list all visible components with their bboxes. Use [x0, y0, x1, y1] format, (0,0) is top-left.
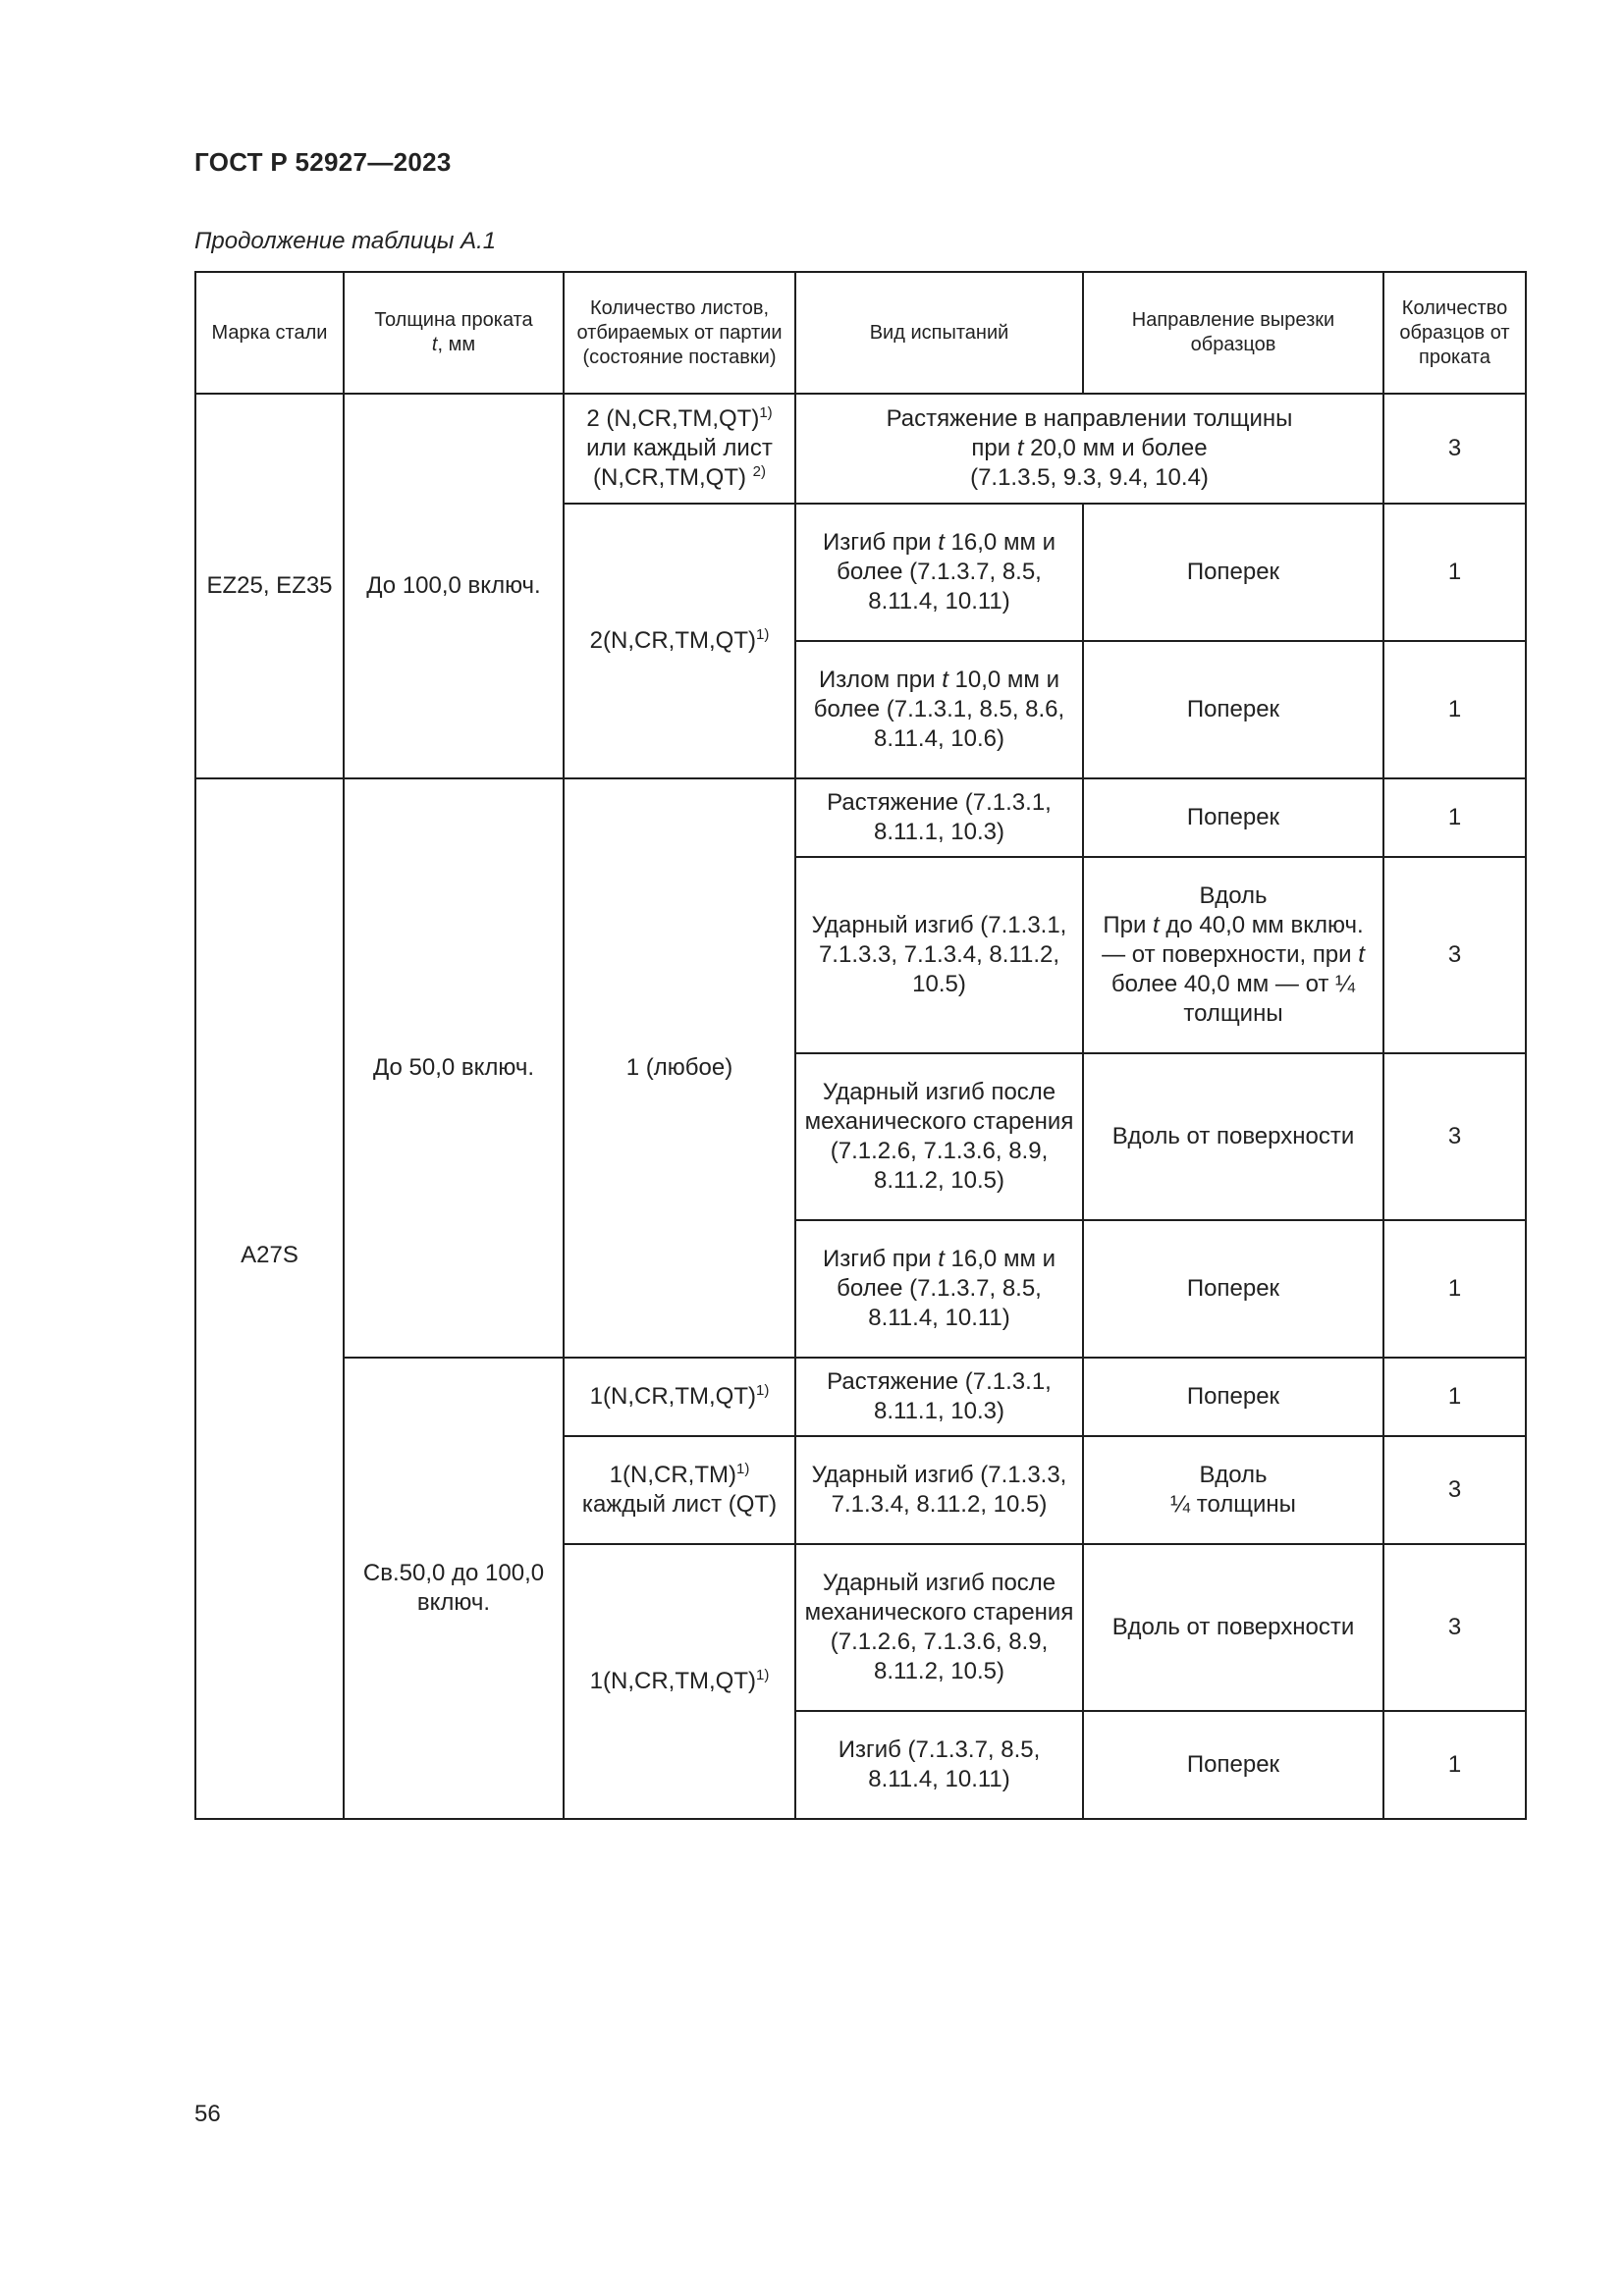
- direction-cell: Поперек: [1083, 1358, 1383, 1436]
- count-cell: 3: [1383, 857, 1526, 1053]
- table-caption: Продолжение таблицы А.1: [194, 228, 497, 254]
- test-cell: Ударный изгиб (7.1.3.3, 7.1.3.4, 8.11.2, 10.5): [795, 1436, 1083, 1544]
- sheets-cell: $1(N,CR,TM)^{1)}$ каждый лист (QT): [564, 1436, 795, 1544]
- count-cell: 3: [1383, 1544, 1526, 1711]
- direction-cell: Поперек: [1083, 641, 1383, 778]
- page-number: 56: [194, 2101, 221, 2127]
- test-cell: Изгиб (7.1.3.7, 8.5, 8.11.4, 10.11): [795, 1711, 1083, 1819]
- direction-cell: Поперек: [1083, 778, 1383, 857]
- col-header-test: Вид испытаний: [795, 272, 1083, 394]
- grade-cell: A27S: [195, 778, 344, 1819]
- direction-cell: Поперек: [1083, 504, 1383, 641]
- table-row: [195, 394, 1526, 504]
- table-row: [195, 1358, 1526, 1436]
- count-cell: 1: [1383, 778, 1526, 857]
- direction-cell: Вдоль При t до 40,0 мм включ. — от поверхности, при t более 40,0 мм — от ¼ толщины: [1083, 857, 1383, 1053]
- count-cell: 1: [1383, 1711, 1526, 1819]
- count-cell: 3: [1383, 1053, 1526, 1220]
- test-cell: Ударный изгиб после механического старения (7.1.2.6, 7.1.3.6, 8.9, 8.11.2, 10.5): [795, 1544, 1083, 1711]
- thickness-cell: До 100,0 включ.: [344, 394, 564, 778]
- sheets-cell: $2(N,CR,TM,QT)^{1)}$: [564, 504, 795, 778]
- col-header-count: Количество образцов от проката: [1383, 272, 1526, 394]
- sheets-cell: $1(N,CR,TM,QT)^{1)}$: [564, 1544, 795, 1819]
- direction-cell: Вдоль ¼ толщины: [1083, 1436, 1383, 1544]
- direction-cell: Вдоль от поверхности: [1083, 1053, 1383, 1220]
- document-code: ГОСТ Р 52927—2023: [194, 147, 452, 177]
- col-header-sheets: Количество листов, отбираемых от партии (состояние поставки): [564, 272, 795, 394]
- test-cell: Изгиб при t 16,0 мм и более (7.1.3.7, 8.5, 8.11.4, 10.11): [795, 1220, 1083, 1358]
- col-header-grade: Марка стали: [195, 272, 344, 394]
- sheets-cell: 1 (любое): [564, 778, 795, 1358]
- test-cell: Ударный изгиб после механического старения (7.1.2.6, 7.1.3.6, 8.9, 8.11.2, 10.5): [795, 1053, 1083, 1220]
- test-table: [194, 271, 1527, 1820]
- count-cell: 1: [1383, 1358, 1526, 1436]
- thickness-cell: Св.50,0 до 100,0 включ.: [344, 1358, 564, 1819]
- col-header-direction: Направление вырезки образцов: [1083, 272, 1383, 394]
- test-cell: Изгиб при t 16,0 мм и более (7.1.3.7, 8.5, 8.11.4, 10.11): [795, 504, 1083, 641]
- count-cell: 3: [1383, 394, 1526, 504]
- test-cell: Растяжение (7.1.3.1, 8.11.1, 10.3): [795, 1358, 1083, 1436]
- table-row: [195, 778, 1526, 857]
- test-cell: Ударный изгиб (7.1.3.1, 7.1.3.3, 7.1.3.4, 8.11.2, 10.5): [795, 857, 1083, 1053]
- table-header-row: [195, 272, 1526, 394]
- direction-cell: Поперек: [1083, 1220, 1383, 1358]
- test-cell: Излом при t 10,0 мм и более (7.1.3.1, 8.5, 8.6, 8.11.4, 10.6): [795, 641, 1083, 778]
- col-header-thickness: Толщина проката t, мм: [344, 272, 564, 394]
- direction-cell: Поперек: [1083, 1711, 1383, 1819]
- sheets-cell: 2 $(N,CR,TM,QT)^{1)}$ или каждый лист (N,CR,TM,QT) $^{2)}$: [564, 394, 795, 504]
- thickness-cell: До 50,0 включ.: [344, 778, 564, 1358]
- grade-cell: EZ25, EZ35: [195, 394, 344, 778]
- direction-cell: Вдоль от поверхности: [1083, 1544, 1383, 1711]
- test-cell: Растяжение в направлении толщины при t 20,0 мм и более (7.1.3.5, 9.3, 9.4, 10.4): [795, 394, 1383, 504]
- count-cell: 1: [1383, 504, 1526, 641]
- count-cell: 1: [1383, 641, 1526, 778]
- count-cell: 1: [1383, 1220, 1526, 1358]
- test-cell: Растяжение (7.1.3.1, 8.11.1, 10.3): [795, 778, 1083, 857]
- sheets-cell: $1(N,CR,TM,QT)^{1)}$: [564, 1358, 795, 1436]
- count-cell: 3: [1383, 1436, 1526, 1544]
